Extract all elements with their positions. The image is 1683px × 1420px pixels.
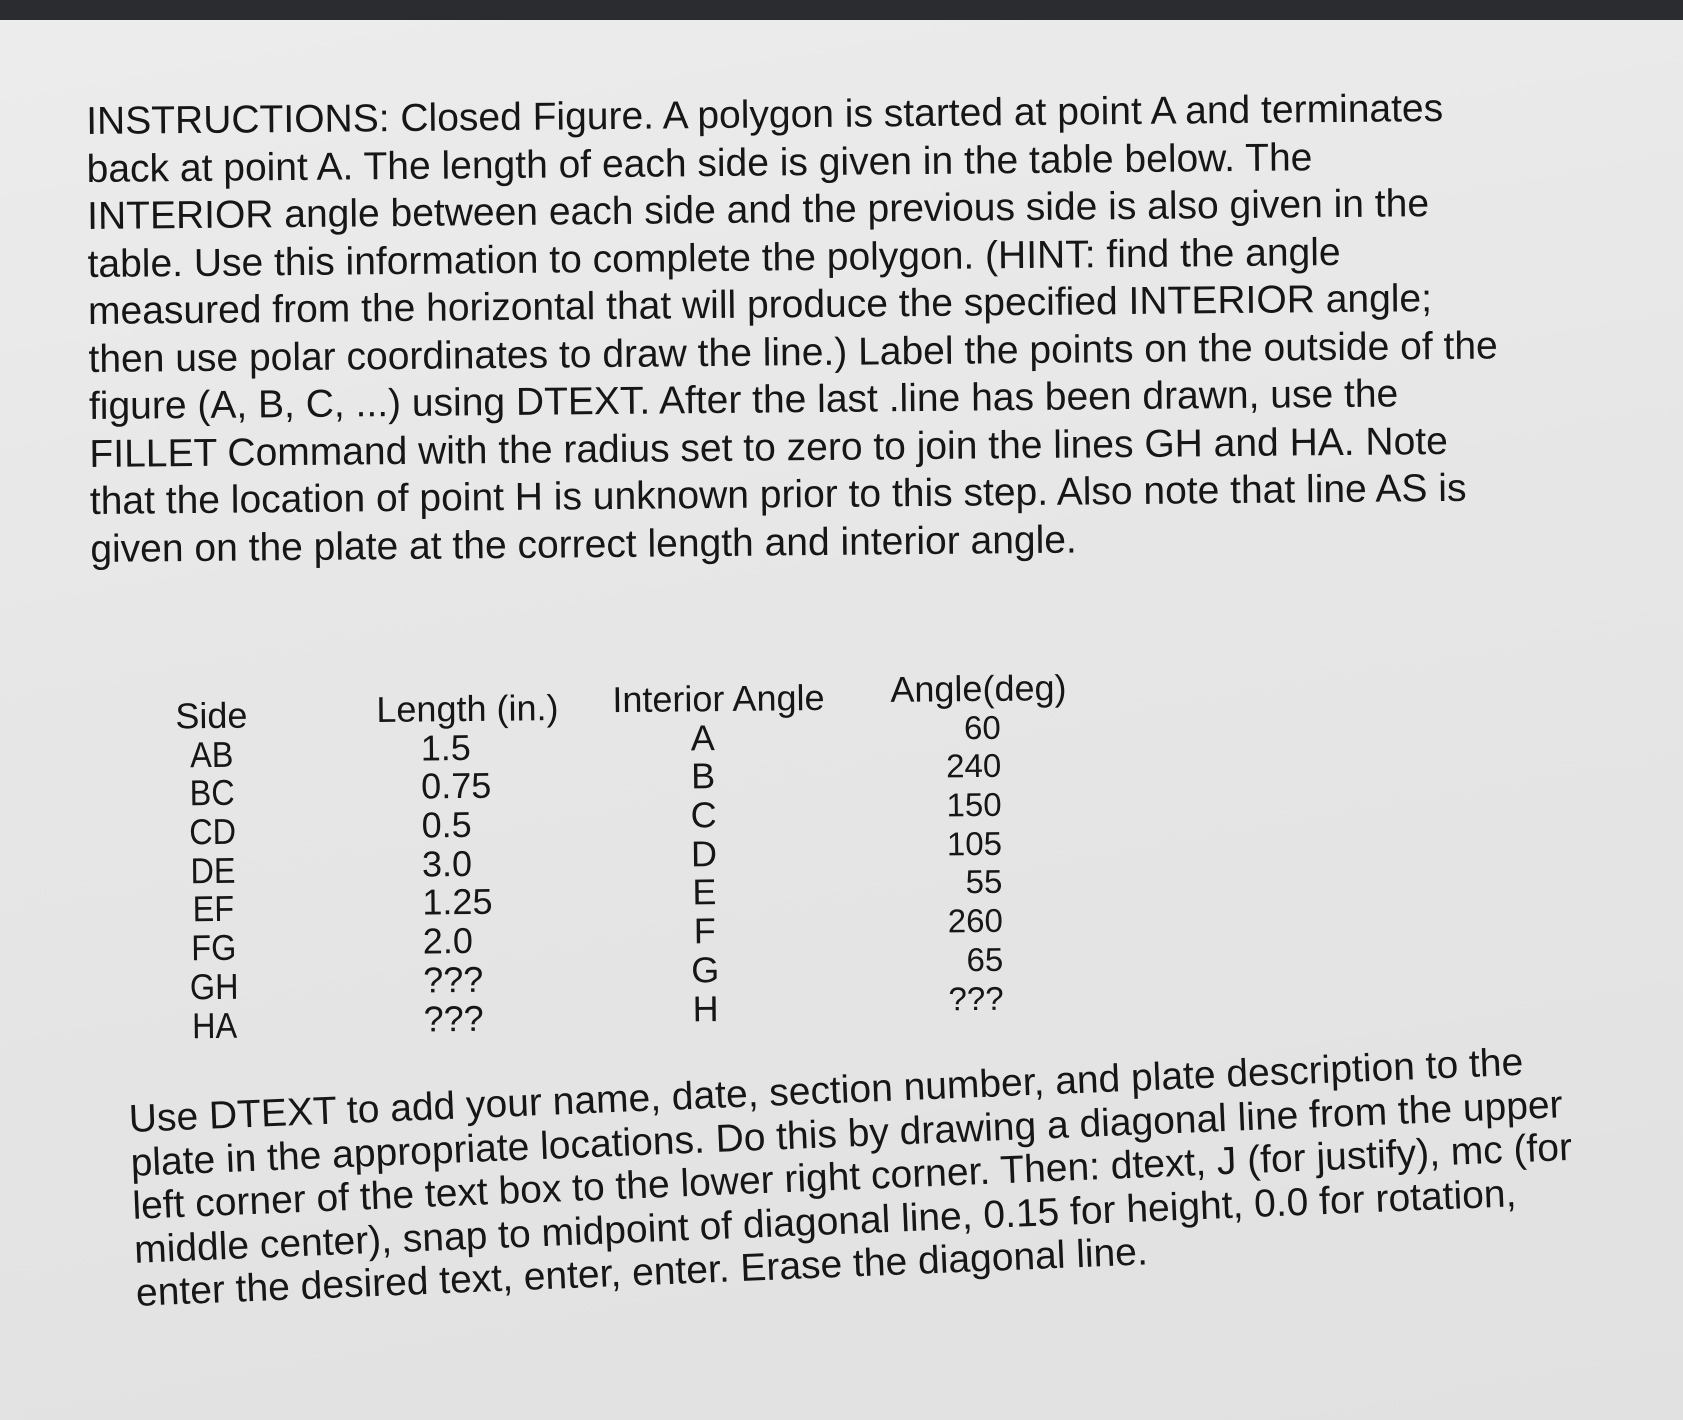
interior-point-cell: B [690, 755, 716, 797]
interior-point-cell: A [690, 716, 715, 759]
side-header: Side [175, 694, 248, 737]
angle-column [890, 669, 1069, 1019]
dtext-instructions-paragraph: Use DTEXT to add your name, date, section number, and plate description to the plate in the appropriate locations. Do this by drawing a diagonal line from the upper left corner of the text box to the lower right corner. Then: dtext, J (for justify), mc (for middle center), snap to midpoint of diagonal line, 0.15 for height, 0.0 for rotation, enter the desired text, enter, enter. Erase the diagonal line. [128, 1040, 1573, 1315]
interior-point-cell: G [690, 948, 720, 991]
angle-cell: ??? [948, 979, 1004, 1017]
angle-cell: 260 [947, 901, 1003, 940]
interior-point-cell: D [690, 832, 718, 875]
length-cell: 0.5 [421, 804, 472, 846]
side-cell: AB [189, 733, 234, 775]
side-cell: GH [189, 965, 239, 1008]
length-cell: 3.0 [421, 842, 473, 885]
side-column [156, 696, 270, 1045]
side-cell: CD [188, 810, 237, 853]
angle-cell: 65 [966, 940, 1004, 978]
interior-point-cell: H [692, 987, 719, 1029]
angle-cell: 60 [963, 708, 1001, 746]
interior-point-cell: E [692, 871, 717, 913]
length-header: Length (in.) [376, 687, 559, 730]
instructions-paragraph: INSTRUCTIONS: Closed Figure. A polygon is started at point A and terminates back at point A. The length of each side is given in the table below. The INTERIOR angle between each side and the previous side is also given in the table. Use this information to complete the polygon. (HINT: find the angle measured from the horizontal that will produce the specified INTERIOR angle; then use polar coordinates to draw the line.) Label the points on the outside of the figure (A, B, C, ...) using DTEXT. After the last .line has been drawn, use the FILLET Command with the radius set to zero to join the lines GH and HA. Note that the location of point H is unknown prior to this step. Also note that line AS is given on the plate at the correct length and interior angle. [86, 86, 1498, 571]
length-cell: 1.25 [422, 881, 493, 923]
length-cell: ??? [423, 997, 484, 1039]
angle-cell: 150 [946, 785, 1002, 824]
angle-cell: 240 [945, 747, 1002, 785]
side-cell: DE [190, 849, 236, 891]
interior-angle-column [612, 676, 836, 1029]
interior-point-cell: F [693, 910, 717, 952]
angle-cell: 105 [946, 824, 1003, 863]
length-cell: 0.75 [420, 765, 492, 807]
side-cell: HA [191, 1004, 238, 1046]
monitor-screen [0, 20, 1683, 1420]
angle-cell: 55 [965, 863, 1003, 901]
side-cell: FG [191, 926, 237, 969]
interior-point-cell: C [690, 794, 717, 836]
length-cell: ??? [422, 958, 484, 1001]
angle-header: Angle(deg) [890, 667, 1067, 710]
length-cell: 2.0 [422, 920, 474, 962]
length-column [376, 689, 560, 1039]
side-cell: BC [189, 772, 235, 814]
side-cell: EF [192, 888, 235, 930]
interior-angle-header: Interior Angle [612, 676, 825, 721]
length-cell: 1.5 [420, 726, 472, 769]
